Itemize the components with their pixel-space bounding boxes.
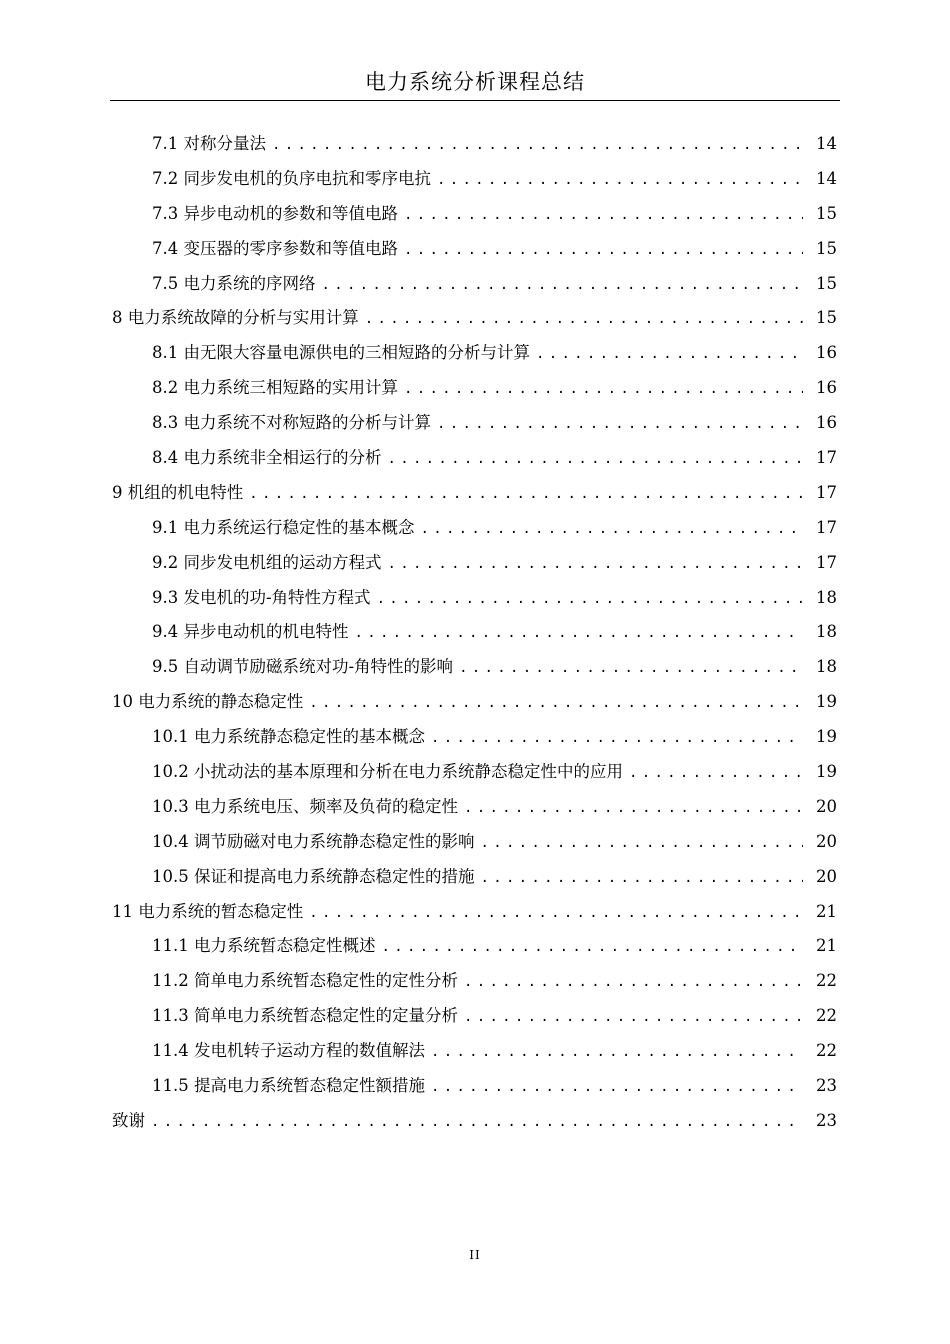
toc-entry-page-number: 23 [816, 1076, 837, 1096]
toc-entry-page-number: 21 [816, 936, 837, 956]
toc-leader-dots [404, 242, 803, 258]
toc-leader-dots [480, 870, 803, 886]
toc-entry[interactable] [112, 688, 837, 723]
toc-entry-label: 7.4 变压器的零序参数和等值电路 [152, 238, 398, 258]
toc-leader-dots [459, 660, 803, 676]
toc-entry[interactable] [112, 1037, 837, 1072]
toc-entry[interactable] [112, 374, 837, 409]
toc-entry-page-number: 22 [816, 1041, 837, 1061]
toc-entry[interactable] [112, 793, 837, 828]
toc-entry-page-number: 18 [816, 587, 837, 607]
toc-entry-label: 8 电力系统故障的分析与实用计算 [112, 308, 359, 328]
toc-entry[interactable] [112, 304, 837, 339]
toc-entry[interactable] [112, 409, 837, 444]
toc-entry[interactable] [112, 723, 837, 758]
toc-entry-page-number: 16 [816, 343, 837, 363]
toc-entry[interactable] [112, 618, 837, 653]
toc-entry-page-number: 19 [816, 692, 837, 712]
toc-entry[interactable] [112, 898, 837, 933]
page-header-title: 电力系统分析课程总结 [365, 70, 585, 94]
toc-entry[interactable] [112, 165, 837, 200]
toc-entry-label: 10.4 调节励磁对电力系统静态稳定性的影响 [152, 831, 475, 851]
toc-entry-page-number: 14 [816, 134, 837, 153]
toc-entry[interactable] [112, 444, 837, 479]
toc-entry[interactable] [112, 235, 837, 270]
toc-entry-label: 致谢 [112, 1110, 145, 1130]
toc-leader-dots [536, 346, 803, 362]
toc-entry-label: 10.2 小扰动法的基本原理和分析在电力系统静态稳定性中的应用 [152, 762, 623, 782]
toc-leader-dots [464, 800, 803, 816]
toc-entry-label: 9.3 发电机的功-角特性方程式 [152, 587, 371, 607]
toc-entry-label: 8.1 由无限大容量电源供电的三相短路的分析与计算 [152, 343, 530, 363]
toc-entry-label: 8.2 电力系统三相短路的实用计算 [152, 378, 398, 398]
toc-entry-label: 7.3 异步电动机的参数和等值电路 [152, 203, 398, 223]
toc-entry-page-number: 21 [816, 901, 837, 921]
toc-entry-label: 9 机组的机电特性 [112, 482, 244, 502]
toc-entry-page-number: 15 [816, 308, 837, 328]
toc-leader-dots [629, 765, 803, 781]
toc-entry-page-number: 17 [816, 517, 837, 537]
toc-entry-page-number: 19 [816, 762, 837, 782]
toc-entry-page-number: 18 [816, 657, 837, 677]
toc-entry[interactable] [112, 967, 837, 1002]
toc-entry-page-number: 18 [816, 622, 837, 642]
toc-entry[interactable] [112, 479, 837, 514]
toc-leader-dots [480, 835, 803, 851]
toc-leader-dots [437, 416, 803, 432]
toc-entry[interactable] [112, 549, 837, 584]
toc-entry-label: 11.3 简单电力系统暂态稳定性的定量分析 [152, 1006, 458, 1026]
toc-entry-label: 10.3 电力系统电压、频率及负荷的稳定性 [152, 796, 458, 816]
toc-entry-page-number: 16 [816, 413, 837, 433]
toc-entry-label: 11 电力系统的暂态稳定性 [112, 901, 304, 921]
toc-entry-label: 11.1 电力系统暂态稳定性概述 [152, 936, 376, 956]
toc-leader-dots [322, 277, 804, 293]
toc-leader-dots [309, 695, 803, 711]
toc-entry[interactable] [112, 270, 837, 305]
toc-entry[interactable] [112, 514, 837, 549]
toc-entry[interactable] [112, 130, 837, 165]
toc-leader-dots [431, 730, 803, 746]
toc-entry-page-number: 17 [816, 552, 837, 572]
toc-entry-page-number: 19 [816, 727, 837, 747]
footer-page-number: II [469, 1248, 481, 1262]
toc-entry-page-number: 15 [816, 238, 837, 258]
toc-entry-page-number: 17 [816, 448, 837, 468]
toc-leader-dots [272, 137, 803, 153]
toc-entry-label: 10.1 电力系统静态稳定性的基本概念 [152, 727, 425, 747]
toc-leader-dots [381, 939, 803, 955]
toc-entry-page-number: 16 [816, 378, 837, 398]
toc-leader-dots [404, 381, 803, 397]
toc-leader-dots [388, 451, 804, 467]
toc-entry[interactable] [112, 758, 837, 793]
toc-leader-dots [388, 556, 804, 572]
toc-entry-page-number: 23 [816, 1110, 837, 1130]
toc-entry-page-number: 17 [816, 482, 837, 502]
toc-entry[interactable] [112, 200, 837, 235]
toc-leader-dots [431, 1079, 803, 1095]
toc-entry-label: 9.1 电力系统运行稳定性的基本概念 [152, 517, 415, 537]
toc-entry-label: 8.4 电力系统非全相运行的分析 [152, 448, 382, 468]
toc-entry[interactable] [112, 1107, 837, 1142]
toc-entry-label: 9.4 异步电动机的机电特性 [152, 622, 349, 642]
toc-leader-dots [464, 1009, 803, 1025]
toc-entry[interactable] [112, 653, 837, 688]
toc-leader-dots [309, 905, 803, 921]
toc-entry-label: 9.2 同步发电机组的运动方程式 [152, 552, 382, 572]
toc-entry[interactable] [112, 932, 837, 967]
toc-entry-label: 11.4 发电机转子运动方程的数值解法 [152, 1041, 425, 1061]
toc-leader-dots [377, 591, 803, 607]
toc-entry-label: 10 电力系统的静态稳定性 [112, 692, 304, 712]
toc-leader-dots [249, 486, 803, 502]
toc-entry[interactable] [112, 828, 837, 863]
toc-entry[interactable] [112, 339, 837, 374]
toc-entry-label: 7.5 电力系统的序网络 [152, 273, 316, 293]
toc-entry[interactable] [112, 1072, 837, 1107]
toc-leader-dots [365, 311, 803, 327]
header-divider [110, 100, 840, 101]
toc-leader-dots [464, 974, 803, 990]
toc-entry-label: 8.3 电力系统不对称短路的分析与计算 [152, 413, 431, 433]
toc-entry-page-number: 20 [816, 866, 837, 886]
toc-entry-label: 11.5 提高电力系统暂态稳定性额措施 [152, 1076, 425, 1096]
toc-entry-page-number: 22 [816, 971, 837, 991]
toc-entry-page-number: 20 [816, 831, 837, 851]
table-of-contents [112, 130, 837, 1142]
toc-entry[interactable] [112, 863, 837, 898]
toc-leader-dots [421, 521, 804, 537]
toc-leader-dots [404, 207, 803, 223]
toc-leader-dots [355, 625, 804, 641]
toc-entry[interactable] [112, 1002, 837, 1037]
toc-entry-page-number: 20 [816, 796, 837, 816]
toc-entry-label: 7.2 同步发电机的负序电抗和零序电抗 [152, 168, 431, 188]
toc-entry-page-number: 15 [816, 273, 837, 293]
toc-entry-page-number: 15 [816, 203, 837, 223]
toc-entry-page-number: 22 [816, 1006, 837, 1026]
toc-entry-label: 11.2 简单电力系统暂态稳定性的定性分析 [152, 971, 458, 991]
toc-entry-label: 9.5 自动调节励磁系统对功-角特性的影响 [152, 657, 454, 677]
toc-entry-page-number: 14 [816, 168, 837, 188]
toc-entry[interactable] [112, 584, 837, 619]
toc-leader-dots [437, 172, 803, 188]
toc-entry-label: 7.1 对称分量法 [152, 134, 266, 153]
toc-leader-dots [431, 1044, 803, 1060]
toc-leader-dots [151, 1114, 803, 1130]
toc-entry-label: 10.5 保证和提高电力系统静态稳定性的措施 [152, 866, 475, 886]
